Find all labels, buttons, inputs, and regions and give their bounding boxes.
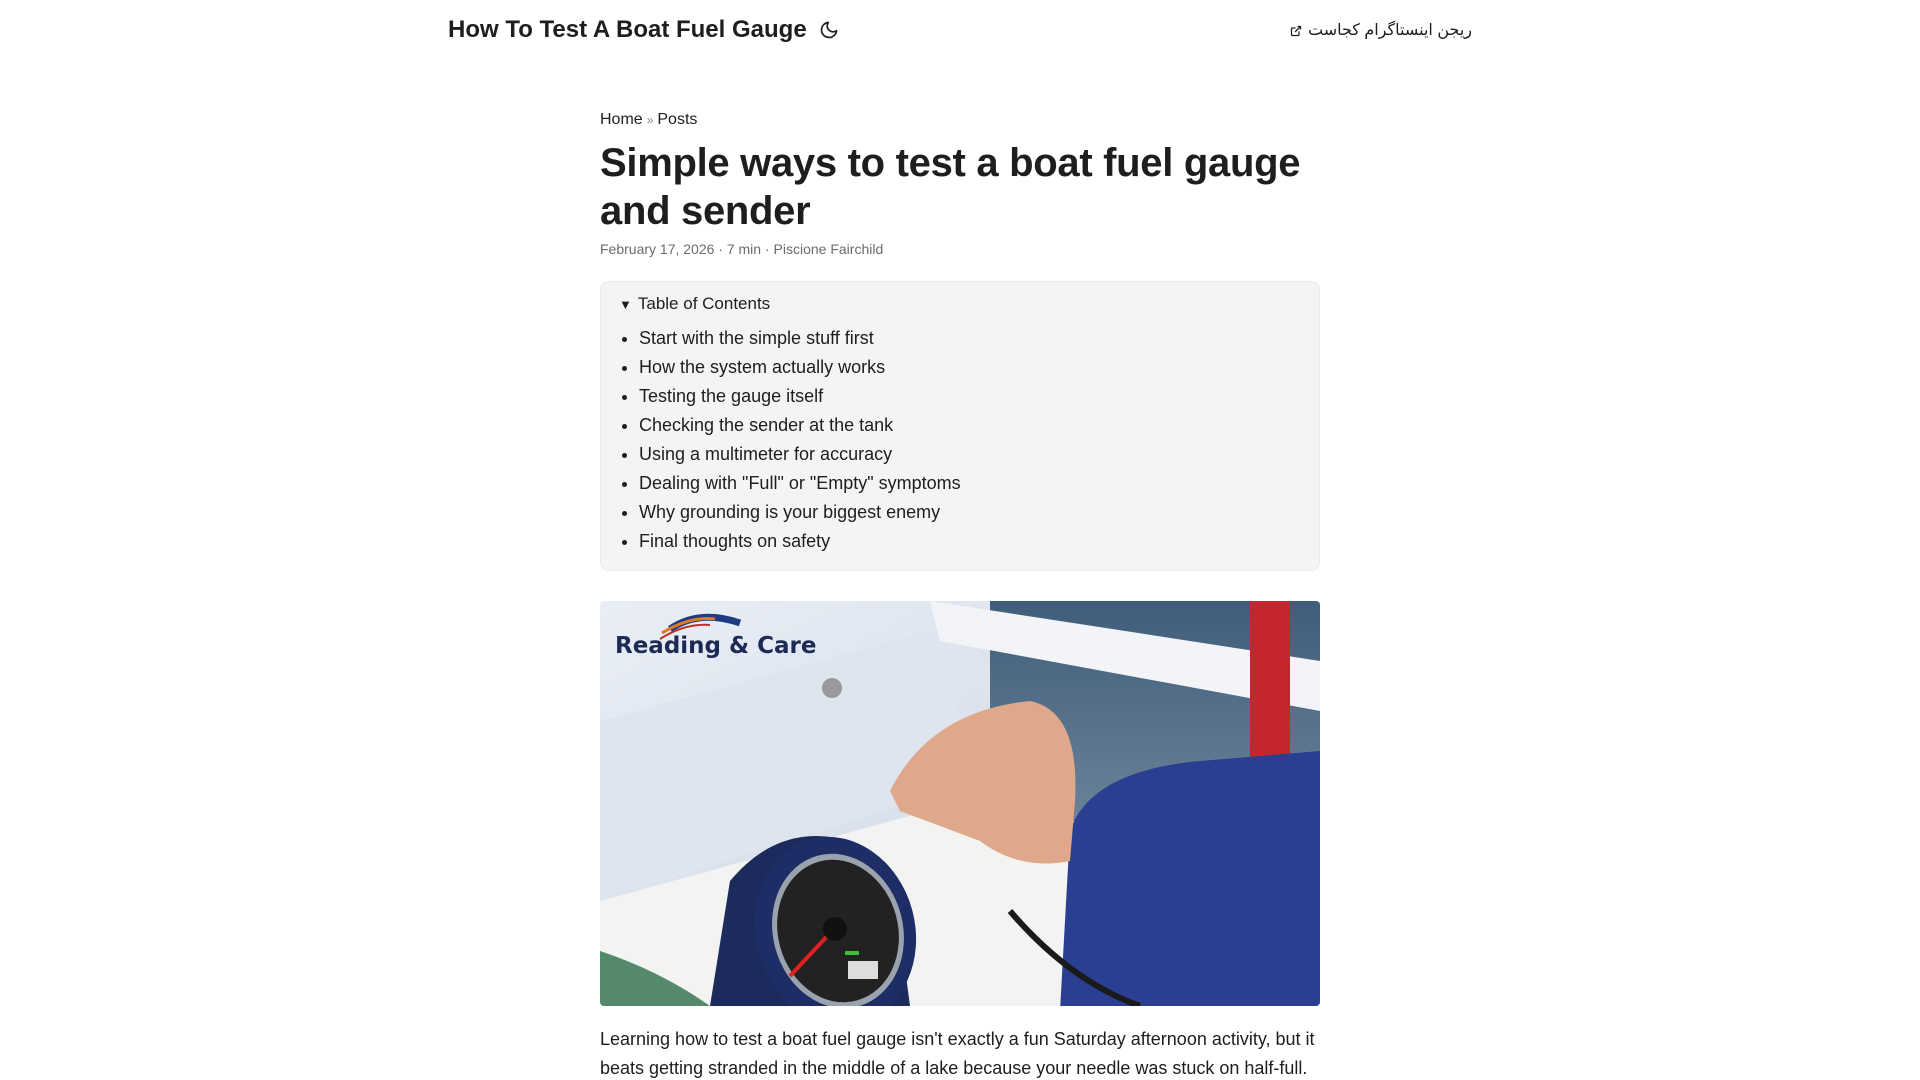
cover-logo-text: Reading & Care xyxy=(615,633,817,659)
toc-item xyxy=(639,469,1301,498)
toc-item xyxy=(639,498,1301,527)
theme-toggle-moon-icon[interactable] xyxy=(819,20,839,40)
toc-item xyxy=(639,527,1301,556)
toc-item xyxy=(639,440,1301,469)
toc-list xyxy=(639,324,1301,556)
toc-link[interactable]: Using a multimeter for accuracy xyxy=(639,444,893,464)
toc-item xyxy=(639,382,1301,411)
main-content xyxy=(600,60,1320,1080)
toc-link[interactable]: Dealing with "Full" or "Empty" symptoms xyxy=(639,473,961,493)
breadcrumb-separator: » xyxy=(646,113,654,127)
post-content xyxy=(600,1025,1320,1080)
intro-paragraph: Learning how to test a boat fuel gauge isn't exactly a fun Saturday afternoon activity, but it beats getting stranded in the middle of a lake because your needle was stuck on half-full. xyxy=(600,1029,1315,1078)
toc-item xyxy=(639,324,1301,353)
toc-summary-label: Table of Contents xyxy=(637,294,771,313)
toc-link[interactable]: Start with the simple stuff first xyxy=(639,328,874,348)
toc-item xyxy=(639,353,1301,382)
external-link-icon xyxy=(1290,24,1302,36)
table-of-contents xyxy=(600,281,1320,571)
post-title: Simple ways to test a boat fuel gauge and sender xyxy=(600,141,1301,233)
toc-link[interactable]: Testing the gauge itself xyxy=(639,386,824,406)
toc-link[interactable]: Final thoughts on safety xyxy=(639,531,831,551)
toc-link[interactable]: Why grounding is your biggest enemy xyxy=(639,502,941,522)
site-header xyxy=(0,0,1920,60)
breadcrumb xyxy=(600,111,1320,131)
menu-link-label: ریجن اینستاگرام کجاست xyxy=(1307,22,1472,39)
breadcrumb-posts[interactable]: Posts xyxy=(657,111,698,128)
post-meta: February 17, 2026 · 7 min · Piscione Fairchild xyxy=(600,241,884,257)
nav-bar xyxy=(448,0,1472,60)
boat-gauge-photo xyxy=(600,601,1320,1006)
menu-link[interactable] xyxy=(1290,20,1472,40)
cover-image xyxy=(600,601,1320,1006)
toc-item xyxy=(639,411,1301,440)
site-title-link[interactable]: How To Test A Boat Fuel Gauge xyxy=(448,16,807,43)
breadcrumb-home[interactable]: Home xyxy=(600,111,643,128)
toc-link[interactable]: Checking the sender at the tank xyxy=(639,415,894,435)
toc-link[interactable]: How the system actually works xyxy=(639,357,886,377)
logo-group xyxy=(448,16,839,44)
toc-toggle[interactable] xyxy=(619,294,1301,314)
triangle-down-icon: ▼ xyxy=(619,296,632,312)
